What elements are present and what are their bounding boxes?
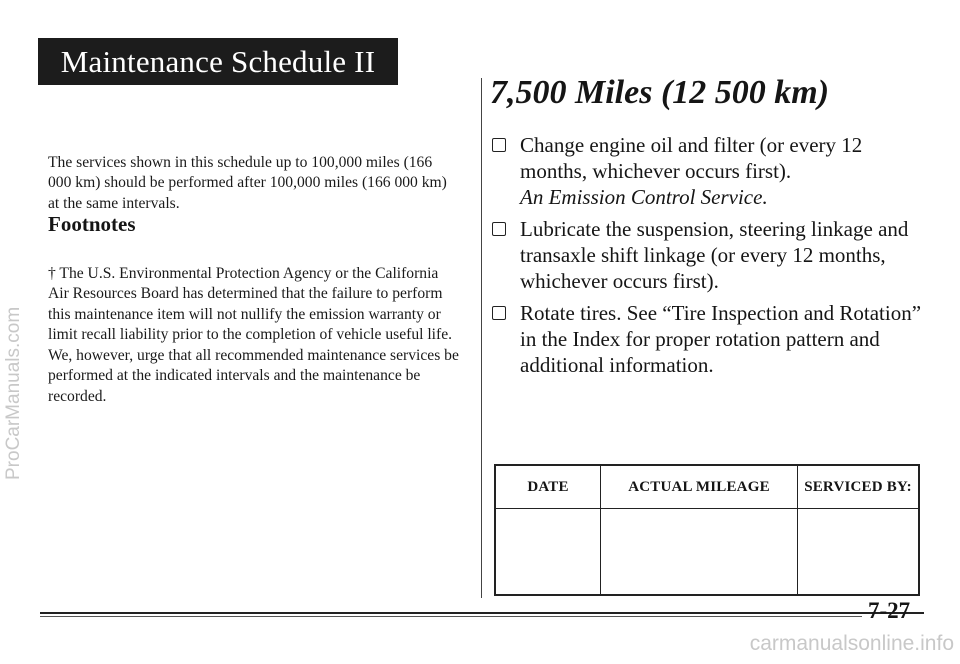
service-record-table (494, 464, 920, 596)
checkbox-icon[interactable] (492, 138, 506, 152)
footer-rule (40, 612, 924, 614)
page-number: 7-27 (868, 598, 911, 623)
service-checklist (490, 132, 930, 384)
actual-mileage-column-header: ACTUAL MILEAGE (601, 465, 798, 509)
footer-rule-thin (40, 616, 862, 617)
emission-control-note: An Emission Control Service. (520, 185, 768, 209)
service-item-text: Change engine oil and filter (or every 12 months, whichever occurs first). (520, 133, 863, 183)
serviced-by-cell[interactable] (798, 509, 920, 596)
actual-mileage-cell[interactable] (601, 509, 798, 596)
mileage-heading: 7,500 Miles (12 500 km) (490, 74, 830, 111)
service-item-text: Rotate tires. See “Tire Inspection and Rotation” in the Index for proper rotation pattern and additional information. (520, 301, 922, 377)
footnote-text: † The U.S. Environmental Protection Agency or the California Air Resources Board has determined that the failure to perform this maintenance item will not nullify the emission warranty or limit recall liability prior to the completion of vehicle useful life. We, however, urge that all recommended maintenance services be performed at the indicated intervals and the maintenance be recorded. (48, 264, 459, 405)
table-header-row (495, 465, 919, 509)
watermark-bottom: carmanualsonline.info (749, 632, 954, 655)
schedule-intro-text: The services shown in this schedule up to 100,000 miles (166 000 km) should be performed after 100,000 miles (166 000 km) at the same intervals. (48, 153, 447, 212)
section-title-banner: Maintenance Schedule II (38, 38, 398, 85)
checkbox-icon[interactable] (492, 306, 506, 320)
service-item-rotate-tires (490, 300, 930, 378)
serviced-by-column-header: SERVICED BY: (798, 465, 920, 509)
column-divider (481, 78, 482, 598)
date-column-header: DATE (495, 465, 601, 509)
service-item-lubricate (490, 216, 930, 294)
table-row (495, 509, 919, 596)
watermark-left: ProCarManuals.com (3, 306, 24, 480)
date-cell[interactable] (495, 509, 601, 596)
checkbox-icon[interactable] (492, 222, 506, 236)
footnotes-heading: Footnotes (48, 212, 136, 236)
service-item-oil-change (490, 132, 930, 210)
service-item-text: Lubricate the suspension, steering linkage and transaxle shift linkage (or every 12 months, whichever occurs first). (520, 217, 909, 293)
